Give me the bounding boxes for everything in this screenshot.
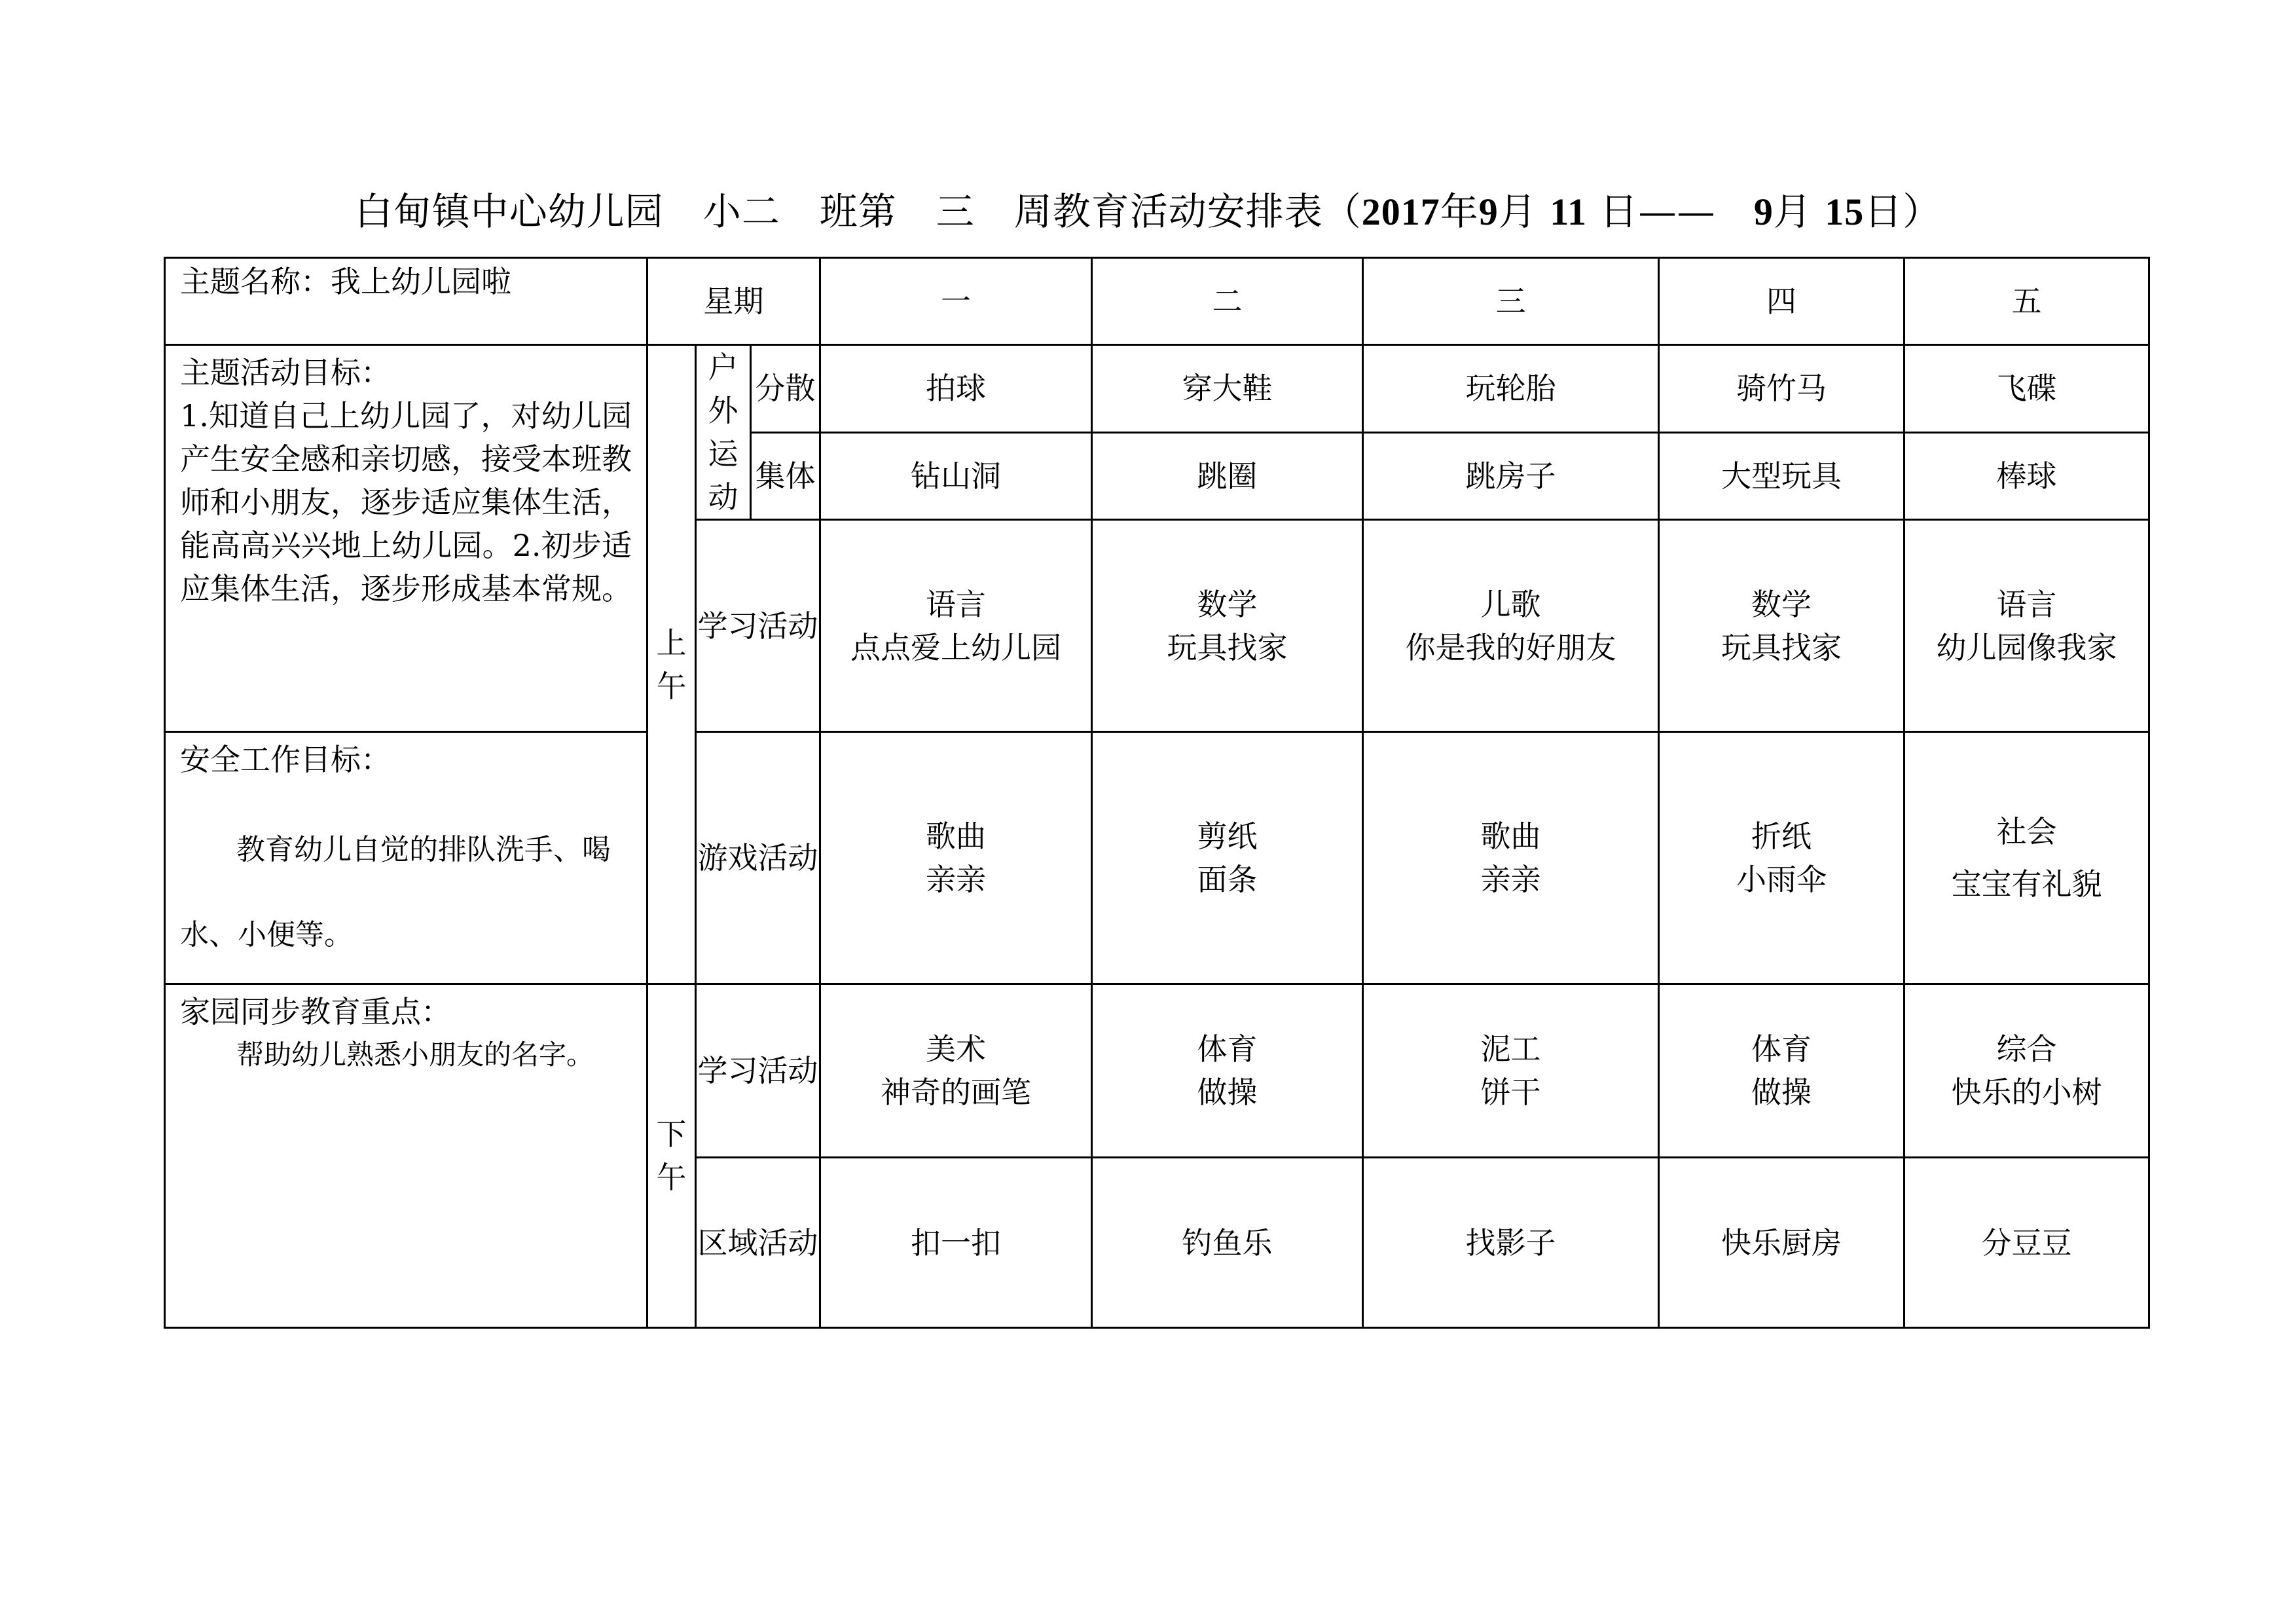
area-label: 区域活动 bbox=[696, 1158, 820, 1328]
title-day-start: 11 bbox=[1550, 191, 1588, 233]
family-cell bbox=[165, 984, 647, 1328]
area-cell: 分豆豆 bbox=[1904, 1158, 2149, 1328]
outdoor-scatter-cell: 玩轮胎 bbox=[1363, 345, 1659, 433]
area-cell: 扣一扣 bbox=[820, 1158, 1092, 1328]
cell-subject: 歌曲 bbox=[1480, 819, 1541, 854]
outdoor-scatter-cell: 穿大鞋 bbox=[1092, 345, 1363, 433]
cell-title: 神奇的画笔 bbox=[881, 1075, 1032, 1110]
outdoor-scatter-cell: 骑竹马 bbox=[1659, 345, 1904, 433]
game-label: 游戏活动 bbox=[696, 732, 820, 984]
cell-subject: 美术 bbox=[926, 1031, 987, 1067]
game-cell bbox=[820, 732, 1092, 984]
cell-subject: 剪纸 bbox=[1197, 819, 1258, 854]
cell-subject: 数学 bbox=[1751, 586, 1812, 622]
cell-subject: 语言 bbox=[1996, 586, 2057, 622]
morning-study-cell bbox=[1363, 520, 1659, 732]
area-cell: 找影子 bbox=[1363, 1158, 1659, 1328]
title-text-day-end: 日） bbox=[1864, 189, 1942, 234]
outdoor-group-cell: 钻山洞 bbox=[820, 432, 1092, 520]
area-cell: 快乐厨房 bbox=[1659, 1158, 1904, 1328]
title-suffix: 周教育活动安排表（ bbox=[1013, 189, 1362, 234]
cell-title: 你是我的好朋友 bbox=[1405, 629, 1616, 665]
outdoor-label: 户外运动 bbox=[696, 345, 751, 520]
title-day-end: 15 bbox=[1825, 191, 1865, 233]
title-text-month-end: 月 bbox=[1773, 189, 1812, 234]
safety-text: 教育幼儿自觉的排队洗手、喝水、小便等。 bbox=[180, 833, 611, 951]
afternoon-study-row bbox=[165, 984, 2149, 1158]
title-text-year: 年 bbox=[1440, 189, 1479, 234]
title-week: 三 bbox=[936, 189, 975, 234]
game-cell bbox=[1904, 732, 2149, 984]
title-text-day-dash: 日—— bbox=[1599, 189, 1716, 234]
outdoor-scatter-cell: 飞碟 bbox=[1904, 345, 2149, 433]
safety-label: 安全工作目标： bbox=[180, 742, 391, 777]
afternoon-study-cell bbox=[820, 984, 1092, 1158]
title-month-end: 9 bbox=[1753, 191, 1774, 233]
family-text: 帮助幼儿熟悉小朋友的名字。 bbox=[236, 1039, 594, 1071]
day-header-2: 二 bbox=[1092, 258, 1363, 345]
cell-title: 宝宝有礼貌 bbox=[1951, 866, 2102, 902]
morning-study-cell bbox=[820, 520, 1092, 732]
outdoor-scatter-row bbox=[165, 345, 2149, 433]
cell-subject: 数学 bbox=[1197, 586, 1258, 622]
title-text-month: 月 bbox=[1498, 189, 1537, 234]
cell-title: 饼干 bbox=[1480, 1075, 1541, 1110]
afternoon-study-cell bbox=[1363, 984, 1659, 1158]
theme-goal-label: 主题活动目标： bbox=[180, 355, 391, 390]
game-cell bbox=[1659, 732, 1904, 984]
outdoor-group-cell: 棒球 bbox=[1904, 432, 2149, 520]
cell-subject: 泥工 bbox=[1480, 1031, 1541, 1067]
day-header-4: 四 bbox=[1659, 258, 1904, 345]
title-prefix: 白甸镇中心幼儿园 bbox=[354, 189, 664, 234]
cell-title: 面条 bbox=[1197, 862, 1258, 897]
game-cell bbox=[1092, 732, 1363, 984]
theme-name: 我上幼儿园啦 bbox=[331, 264, 511, 299]
cell-title: 点点爱上幼儿园 bbox=[850, 629, 1062, 665]
title-year: 2017 bbox=[1361, 191, 1440, 233]
cell-subject: 歌曲 bbox=[926, 819, 987, 854]
cell-subject: 折纸 bbox=[1751, 819, 1812, 854]
title-mid: 班第 bbox=[819, 189, 897, 234]
cell-title: 幼儿园像我家 bbox=[1936, 629, 2117, 665]
family-label: 家园同步教育重点： bbox=[180, 994, 451, 1029]
afternoon-study-label: 学习活动 bbox=[696, 984, 820, 1158]
cell-subject: 儿歌 bbox=[1480, 586, 1541, 622]
outdoor-group-label: 集体 bbox=[751, 432, 820, 520]
theme-goal-cell bbox=[165, 345, 647, 732]
morning-study-cell bbox=[1659, 520, 1904, 732]
cell-title: 亲亲 bbox=[926, 862, 987, 897]
page-title bbox=[0, 185, 2296, 238]
cell-subject: 体育 bbox=[1751, 1031, 1812, 1067]
cell-title: 小雨伞 bbox=[1736, 862, 1827, 897]
period-morning: 上午 bbox=[647, 345, 696, 984]
outdoor-scatter-cell: 拍球 bbox=[820, 345, 1092, 433]
morning-study-cell bbox=[1092, 520, 1363, 732]
safety-cell bbox=[165, 732, 647, 984]
weekday-label: 星期 bbox=[647, 258, 820, 345]
afternoon-study-cell bbox=[1659, 984, 1904, 1158]
day-header-1: 一 bbox=[820, 258, 1092, 345]
cell-title: 做操 bbox=[1751, 1075, 1812, 1110]
morning-study-cell bbox=[1904, 520, 2149, 732]
outdoor-group-cell: 跳房子 bbox=[1363, 432, 1659, 520]
theme-goal-text: 1.知道自己上幼儿园了，对幼儿园产生安全感和亲切感，接受本班教师和小朋友，逐步适应集体生活，能高高兴兴地上幼儿园。2.初步适应集体生活，逐步形成基本常规。 bbox=[180, 398, 632, 606]
header-row bbox=[165, 258, 2149, 345]
cell-title: 快乐的小树 bbox=[1951, 1075, 2102, 1110]
outdoor-scatter-label: 分散 bbox=[751, 345, 820, 433]
game-cell bbox=[1363, 732, 1659, 984]
afternoon-study-cell bbox=[1904, 984, 2149, 1158]
area-cell: 钓鱼乐 bbox=[1092, 1158, 1363, 1328]
period-afternoon: 下午 bbox=[647, 984, 696, 1328]
day-header-3: 三 bbox=[1363, 258, 1659, 345]
cell-subject: 综合 bbox=[1996, 1031, 2057, 1067]
cell-title: 亲亲 bbox=[1480, 862, 1541, 897]
theme-name-label: 主题名称： bbox=[180, 264, 331, 299]
day-header-5: 五 bbox=[1904, 258, 2149, 345]
title-class-name: 小二 bbox=[702, 189, 780, 234]
morning-study-label: 学习活动 bbox=[696, 520, 820, 732]
outdoor-group-cell: 大型玩具 bbox=[1659, 432, 1904, 520]
title-month-start: 9 bbox=[1478, 191, 1499, 233]
cell-title: 玩具找家 bbox=[1167, 629, 1288, 665]
theme-name-cell bbox=[165, 258, 647, 345]
cell-subject: 语言 bbox=[926, 586, 987, 622]
cell-title: 做操 bbox=[1197, 1075, 1258, 1110]
outdoor-group-cell: 跳圈 bbox=[1092, 432, 1363, 520]
cell-subject: 社会 bbox=[1996, 814, 2057, 849]
afternoon-study-cell bbox=[1092, 984, 1363, 1158]
game-row bbox=[165, 732, 2149, 984]
cell-subject: 体育 bbox=[1197, 1031, 1258, 1067]
schedule-table bbox=[164, 257, 2150, 1329]
cell-title: 玩具找家 bbox=[1721, 629, 1842, 665]
